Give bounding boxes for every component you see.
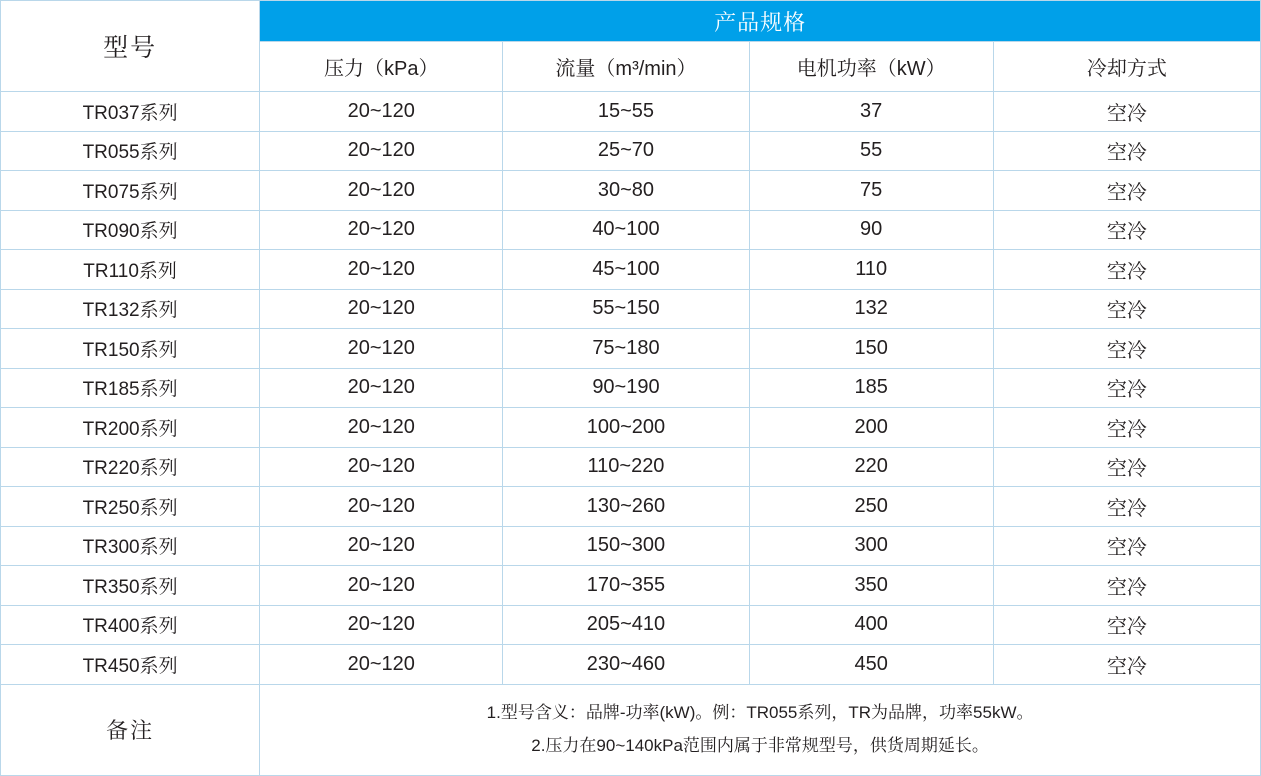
cell-cooling: 空冷 [993,408,1260,448]
cell-model: TR450系列 [1,645,260,685]
cell-flow: 40~100 [503,210,749,250]
cell-power: 350 [749,566,993,606]
cell-pressure: 20~120 [260,645,503,685]
cell-cooling: 空冷 [993,329,1260,369]
cell-power: 75 [749,171,993,211]
cell-flow: 75~180 [503,329,749,369]
spec-banner-title: 产品规格 [260,1,1261,42]
cell-power: 37 [749,92,993,132]
cell-pressure: 20~120 [260,526,503,566]
cell-power: 300 [749,526,993,566]
cell-model: TR220系列 [1,447,260,487]
table-row [1,487,1261,527]
cell-flow: 15~55 [503,92,749,132]
cell-model: TR132系列 [1,289,260,329]
cell-flow: 90~190 [503,368,749,408]
cell-pressure: 20~120 [260,408,503,448]
cell-pressure: 20~120 [260,605,503,645]
column-header-pressure: 压力（kPa） [260,42,503,92]
cell-pressure: 20~120 [260,368,503,408]
cell-model: TR300系列 [1,526,260,566]
table-header-row [1,1,1261,42]
column-header-flow: 流量（m³/min） [503,42,749,92]
cell-power: 132 [749,289,993,329]
cell-cooling: 空冷 [993,605,1260,645]
model-column-header: 型号 [1,1,260,92]
cell-model: TR185系列 [1,368,260,408]
cell-power: 200 [749,408,993,448]
cell-model: TR075系列 [1,171,260,211]
cell-model: TR055系列 [1,131,260,171]
cell-cooling: 空冷 [993,289,1260,329]
cell-cooling: 空冷 [993,131,1260,171]
table-row [1,645,1261,685]
remark-content [260,684,1261,775]
cell-model: TR400系列 [1,605,260,645]
cell-power: 450 [749,645,993,685]
cell-pressure: 20~120 [260,92,503,132]
cell-cooling: 空冷 [993,171,1260,211]
cell-pressure: 20~120 [260,289,503,329]
cell-cooling: 空冷 [993,250,1260,290]
cell-model: TR037系列 [1,92,260,132]
cell-power: 150 [749,329,993,369]
cell-flow: 230~460 [503,645,749,685]
table-row [1,131,1261,171]
remark-label: 备注 [1,684,260,775]
cell-flow: 100~200 [503,408,749,448]
table-row [1,447,1261,487]
cell-power: 220 [749,447,993,487]
cell-cooling: 空冷 [993,487,1260,527]
cell-flow: 130~260 [503,487,749,527]
cell-model: TR250系列 [1,487,260,527]
cell-cooling: 空冷 [993,210,1260,250]
column-header-cooling: 冷却方式 [993,42,1260,92]
cell-pressure: 20~120 [260,487,503,527]
table-row [1,210,1261,250]
cell-flow: 55~150 [503,289,749,329]
cell-flow: 45~100 [503,250,749,290]
remark-line-1: 1.型号含义：品牌-功率(kW)。例：TR055系列，TR为品牌，功率55kW。 [486,703,1034,723]
cell-model: TR110系列 [1,250,260,290]
table-row [1,566,1261,606]
cell-flow: 170~355 [503,566,749,606]
cell-cooling: 空冷 [993,645,1260,685]
cell-pressure: 20~120 [260,131,503,171]
cell-model: TR090系列 [1,210,260,250]
table-row [1,289,1261,329]
cell-pressure: 20~120 [260,566,503,606]
cell-model: TR150系列 [1,329,260,369]
table-row [1,92,1261,132]
cell-cooling: 空冷 [993,526,1260,566]
table-row [1,408,1261,448]
table-row [1,329,1261,369]
cell-power: 110 [749,250,993,290]
cell-power: 250 [749,487,993,527]
cell-cooling: 空冷 [993,566,1260,606]
cell-flow: 110~220 [503,447,749,487]
cell-power: 90 [749,210,993,250]
column-header-motor-power: 电机功率（kW） [749,42,993,92]
table-row [1,368,1261,408]
cell-pressure: 20~120 [260,329,503,369]
table-row [1,605,1261,645]
cell-power: 185 [749,368,993,408]
cell-flow: 150~300 [503,526,749,566]
cell-pressure: 20~120 [260,171,503,211]
cell-flow: 205~410 [503,605,749,645]
remark-row [1,684,1261,775]
table-row [1,250,1261,290]
cell-cooling: 空冷 [993,92,1260,132]
cell-cooling: 空冷 [993,447,1260,487]
cell-model: TR200系列 [1,408,260,448]
cell-model: TR350系列 [1,566,260,606]
cell-flow: 30~80 [503,171,749,211]
cell-pressure: 20~120 [260,250,503,290]
cell-cooling: 空冷 [993,368,1260,408]
cell-pressure: 20~120 [260,210,503,250]
table-row [1,526,1261,566]
cell-flow: 25~70 [503,131,749,171]
cell-power: 55 [749,131,993,171]
cell-power: 400 [749,605,993,645]
table-row [1,171,1261,211]
remark-line-2: 2.压力在90~140kPa范围内属于非常规型号，供货周期延长。 [531,735,989,755]
cell-pressure: 20~120 [260,447,503,487]
